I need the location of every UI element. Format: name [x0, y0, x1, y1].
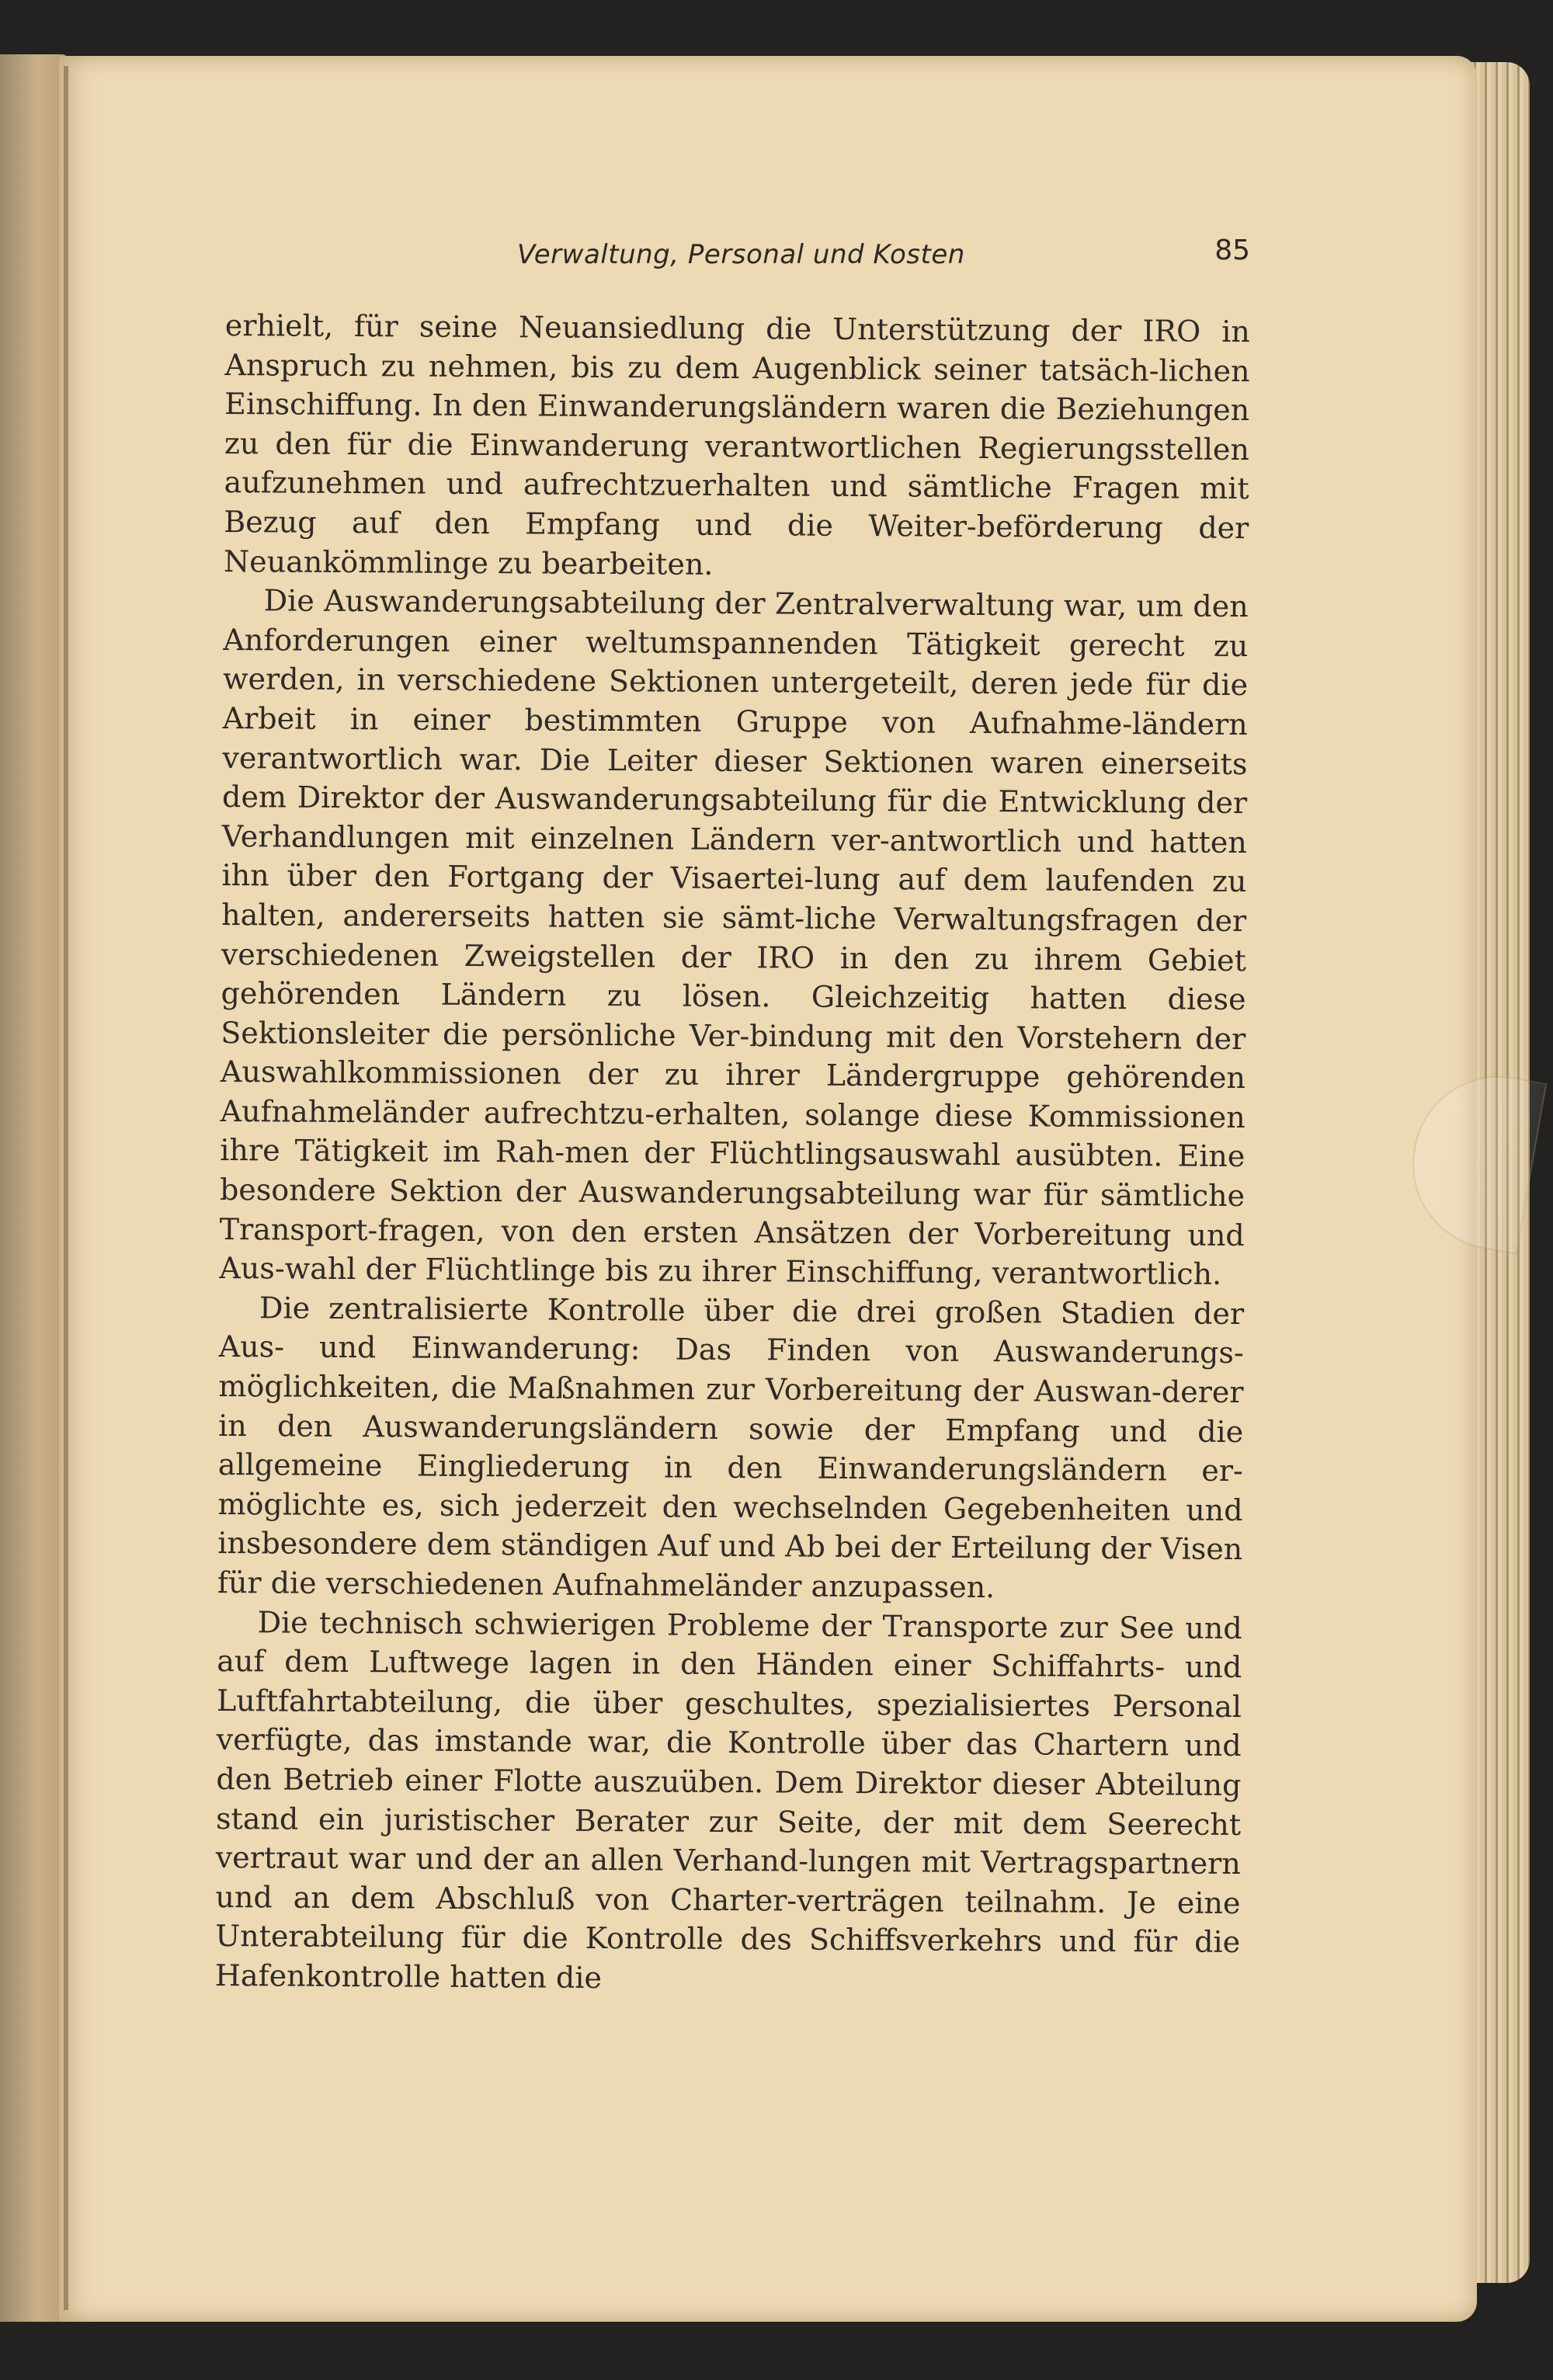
page-number: 85 [1214, 235, 1250, 266]
book-gutter [64, 66, 68, 2310]
running-title: Verwaltung, Personal und Kosten [517, 239, 965, 270]
left-page-edge [0, 54, 68, 2322]
paragraph-centralized-control: Die zentralisierte Kontrolle über die drei großen Stadien der Aus- und Einwanderung: Das Finden von Auswanderungs-möglichkeiten, die Maßnahmen zur Vorbereitung der Auswan-derer in den Auswanderungsländern sowie der Empfang und die allgemeine Eingliederung in den Einwanderungsländern er-möglichte es, sich jederzeit den wechselnden Gegebenheiten und insbesondere dem ständigen Auf und Ab bei der Erteilung der Visen für die verschiedenen Aufnahmeländer anzupassen. [217, 1291, 1245, 1605]
paragraph-emigration-department: Die Auswanderungsabteilung der Zentralverwaltung war, um den Anforderungen einer weltumspannenden Tätigkeit gerecht zu werden, in verschiedene Sektionen untergeteilt, deren jede für die Arbeit in einer bestimmten Gruppe von Aufnahme-ländern verantwortlich war. Die Leiter dieser Sektionen waren einerseits dem Direktor der Auswanderungsabteilung für die Entwicklung der Verhandlungen mit einzelnen Ländern ver-antwortlich und hatten ihn über den Fortgang der Visaertei-lung auf dem laufenden zu halten, andererseits hatten sie sämt-liche Verwaltungsfragen der verschiedenen Zweigstellen der IRO in den zu ihrem Gebiet gehörenden Ländern zu lösen. Gleichzeitig hatten diese Sektionsleiter die persönliche Ver-bindung mit den Vorstehern der Auswahlkommissionen der zu ihrer Ländergruppe gehörenden Aufnahmeländer aufrechtzu-erhalten, solange diese Kommissionen ihre Tätigkeit im Rah-men der Flüchtlingsauswahl ausübten. Eine besondere Sektion der Auswanderungsabteilung war für sämtliche Transport-fragen, von den ersten Ansätzen der Vorbereitung und Aus-wahl der Flüchtlinge bis zu ihrer Einschiffung, verantwortlich. [219, 583, 1249, 1292]
body-text [215, 306, 1250, 2002]
paragraph-transport-problems: Die technisch schwierigen Probleme der Transporte zur See und auf dem Luftwege lagen in den Händen einer Schiffahrts- und Luftfahrtabteilung, die über geschultes, spezialisiertes Personal verfügte, das imstande war, die Kontrolle über das Chartern und den Betrieb einer Flotte auszuüben. Dem Direktor dieser Abteilung stand ein juristischer Berater zur Seite, der mit dem Seerecht vertraut war und der an allen Verhand-lungen mit Vertragspartnern und an dem Abschluß von Charter-verträgen teilnahm. Je eine Unterabteilung für die Kontrolle des Schiffsverkehrs und für die Hafenkontrolle hatten die [214, 1604, 1242, 1995]
paragraph-continuation: erhielt, für seine Neuansiedlung die Unterstützung der IRO in Anspruch zu nehmen, bis zu dem Augenblick seiner tatsäch-lichen Einschiffung. In den Einwanderungsländern waren die Beziehungen zu den für die Einwanderung verantwortlichen Regierungsstellen aufzunehmen und aufrechtzuerhalten und sämtliche Fragen mit Bezug auf den Empfang und die Weiter-beförderung der Neuankömmlinge zu bearbeiten. [223, 307, 1250, 582]
page-header [225, 233, 1250, 280]
